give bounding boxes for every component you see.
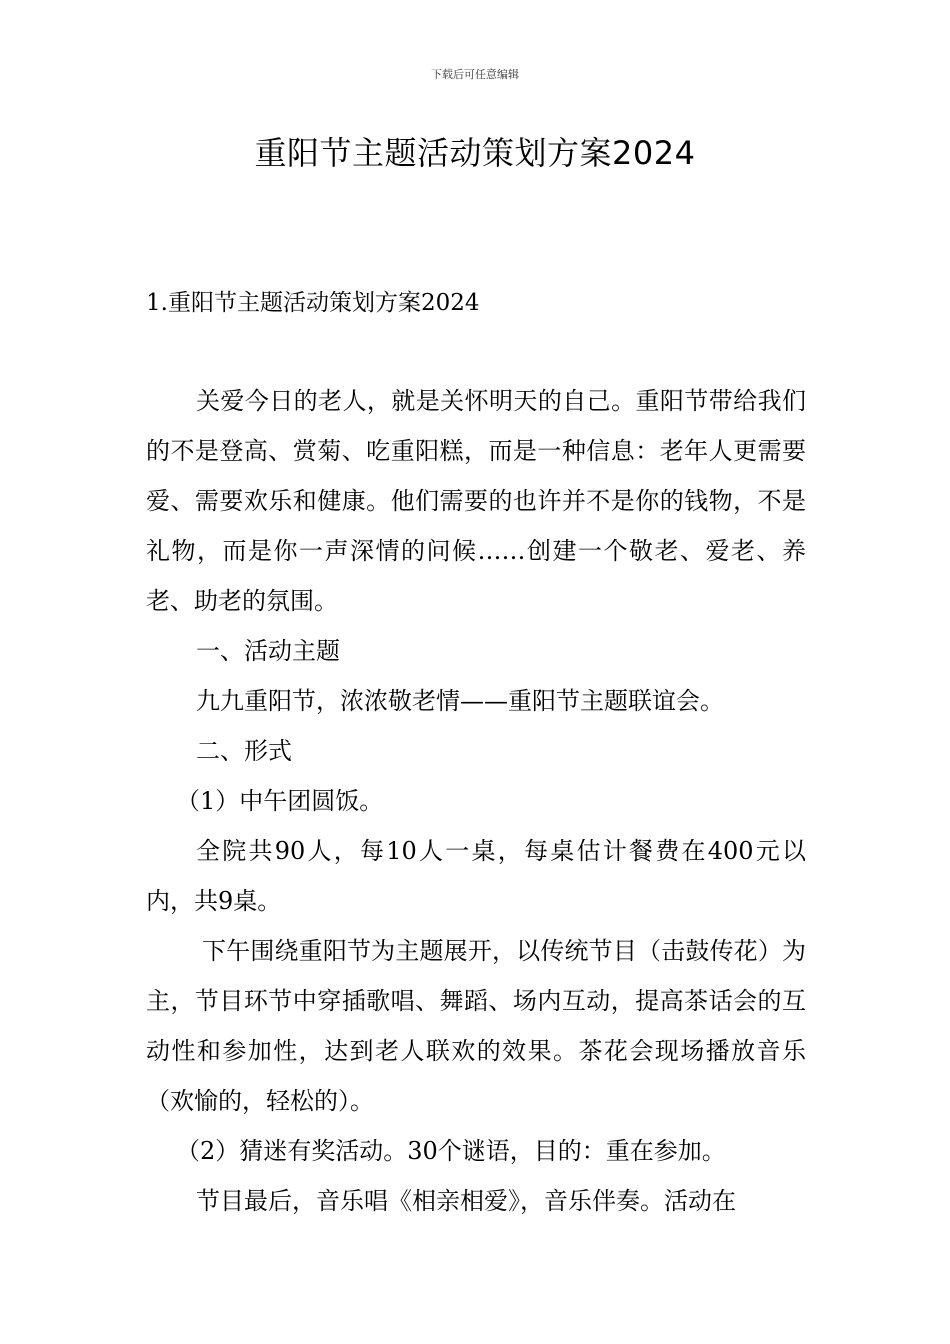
header-note: 下载后可任意编辑: [431, 68, 519, 81]
paragraph-theme: 九九重阳节，浓浓敬老情——重阳节主题联谊会。: [196, 687, 724, 715]
paragraph-afternoon: 下午围绕重阳节为主题展开，以传统节目（击鼓传花）为主，节目环节中穿插歌唱、舞蹈、场内互动，提高茶话会的互动性和参加性，达到老人联欢的效果。茶花会现场播放音乐（欢愉的，轻松的）。: [146, 937, 806, 1115]
paragraph-finale: 节目最后，音乐唱《相亲相爱》，音乐伴奏。活动在: [196, 1187, 736, 1215]
document-body: [146, 376, 806, 1226]
paragraph-lunch: （1）中午团圆饭。: [176, 787, 384, 815]
section-heading: 1.重阳节主题活动策划方案2024: [146, 290, 480, 316]
document-title: 重阳节主题活动策划方案2024: [254, 134, 696, 172]
paragraph-tables: 全院共90人，每10人一桌，每桌估计餐费在400元以内，共9桌。: [146, 837, 806, 915]
heading-format: 二、形式: [196, 737, 292, 765]
paragraph-riddles: （2）猜迷有奖活动。30个谜语，目的：重在参加。: [176, 1137, 726, 1165]
paragraph-intro: 关爱今日的老人，就是关怀明天的自己。重阳节带给我们的不是登高、赏菊、吃重阳糕，而是一种信息：老年人更需要爱、需要欢乐和健康。他们需要的也许并不是你的钱物，不是礼物，而是你一声深情的问候……创建一个敬老、爱老、养老、助老的氛围。: [146, 387, 806, 615]
heading-activity-theme: 一、活动主题: [196, 637, 340, 665]
